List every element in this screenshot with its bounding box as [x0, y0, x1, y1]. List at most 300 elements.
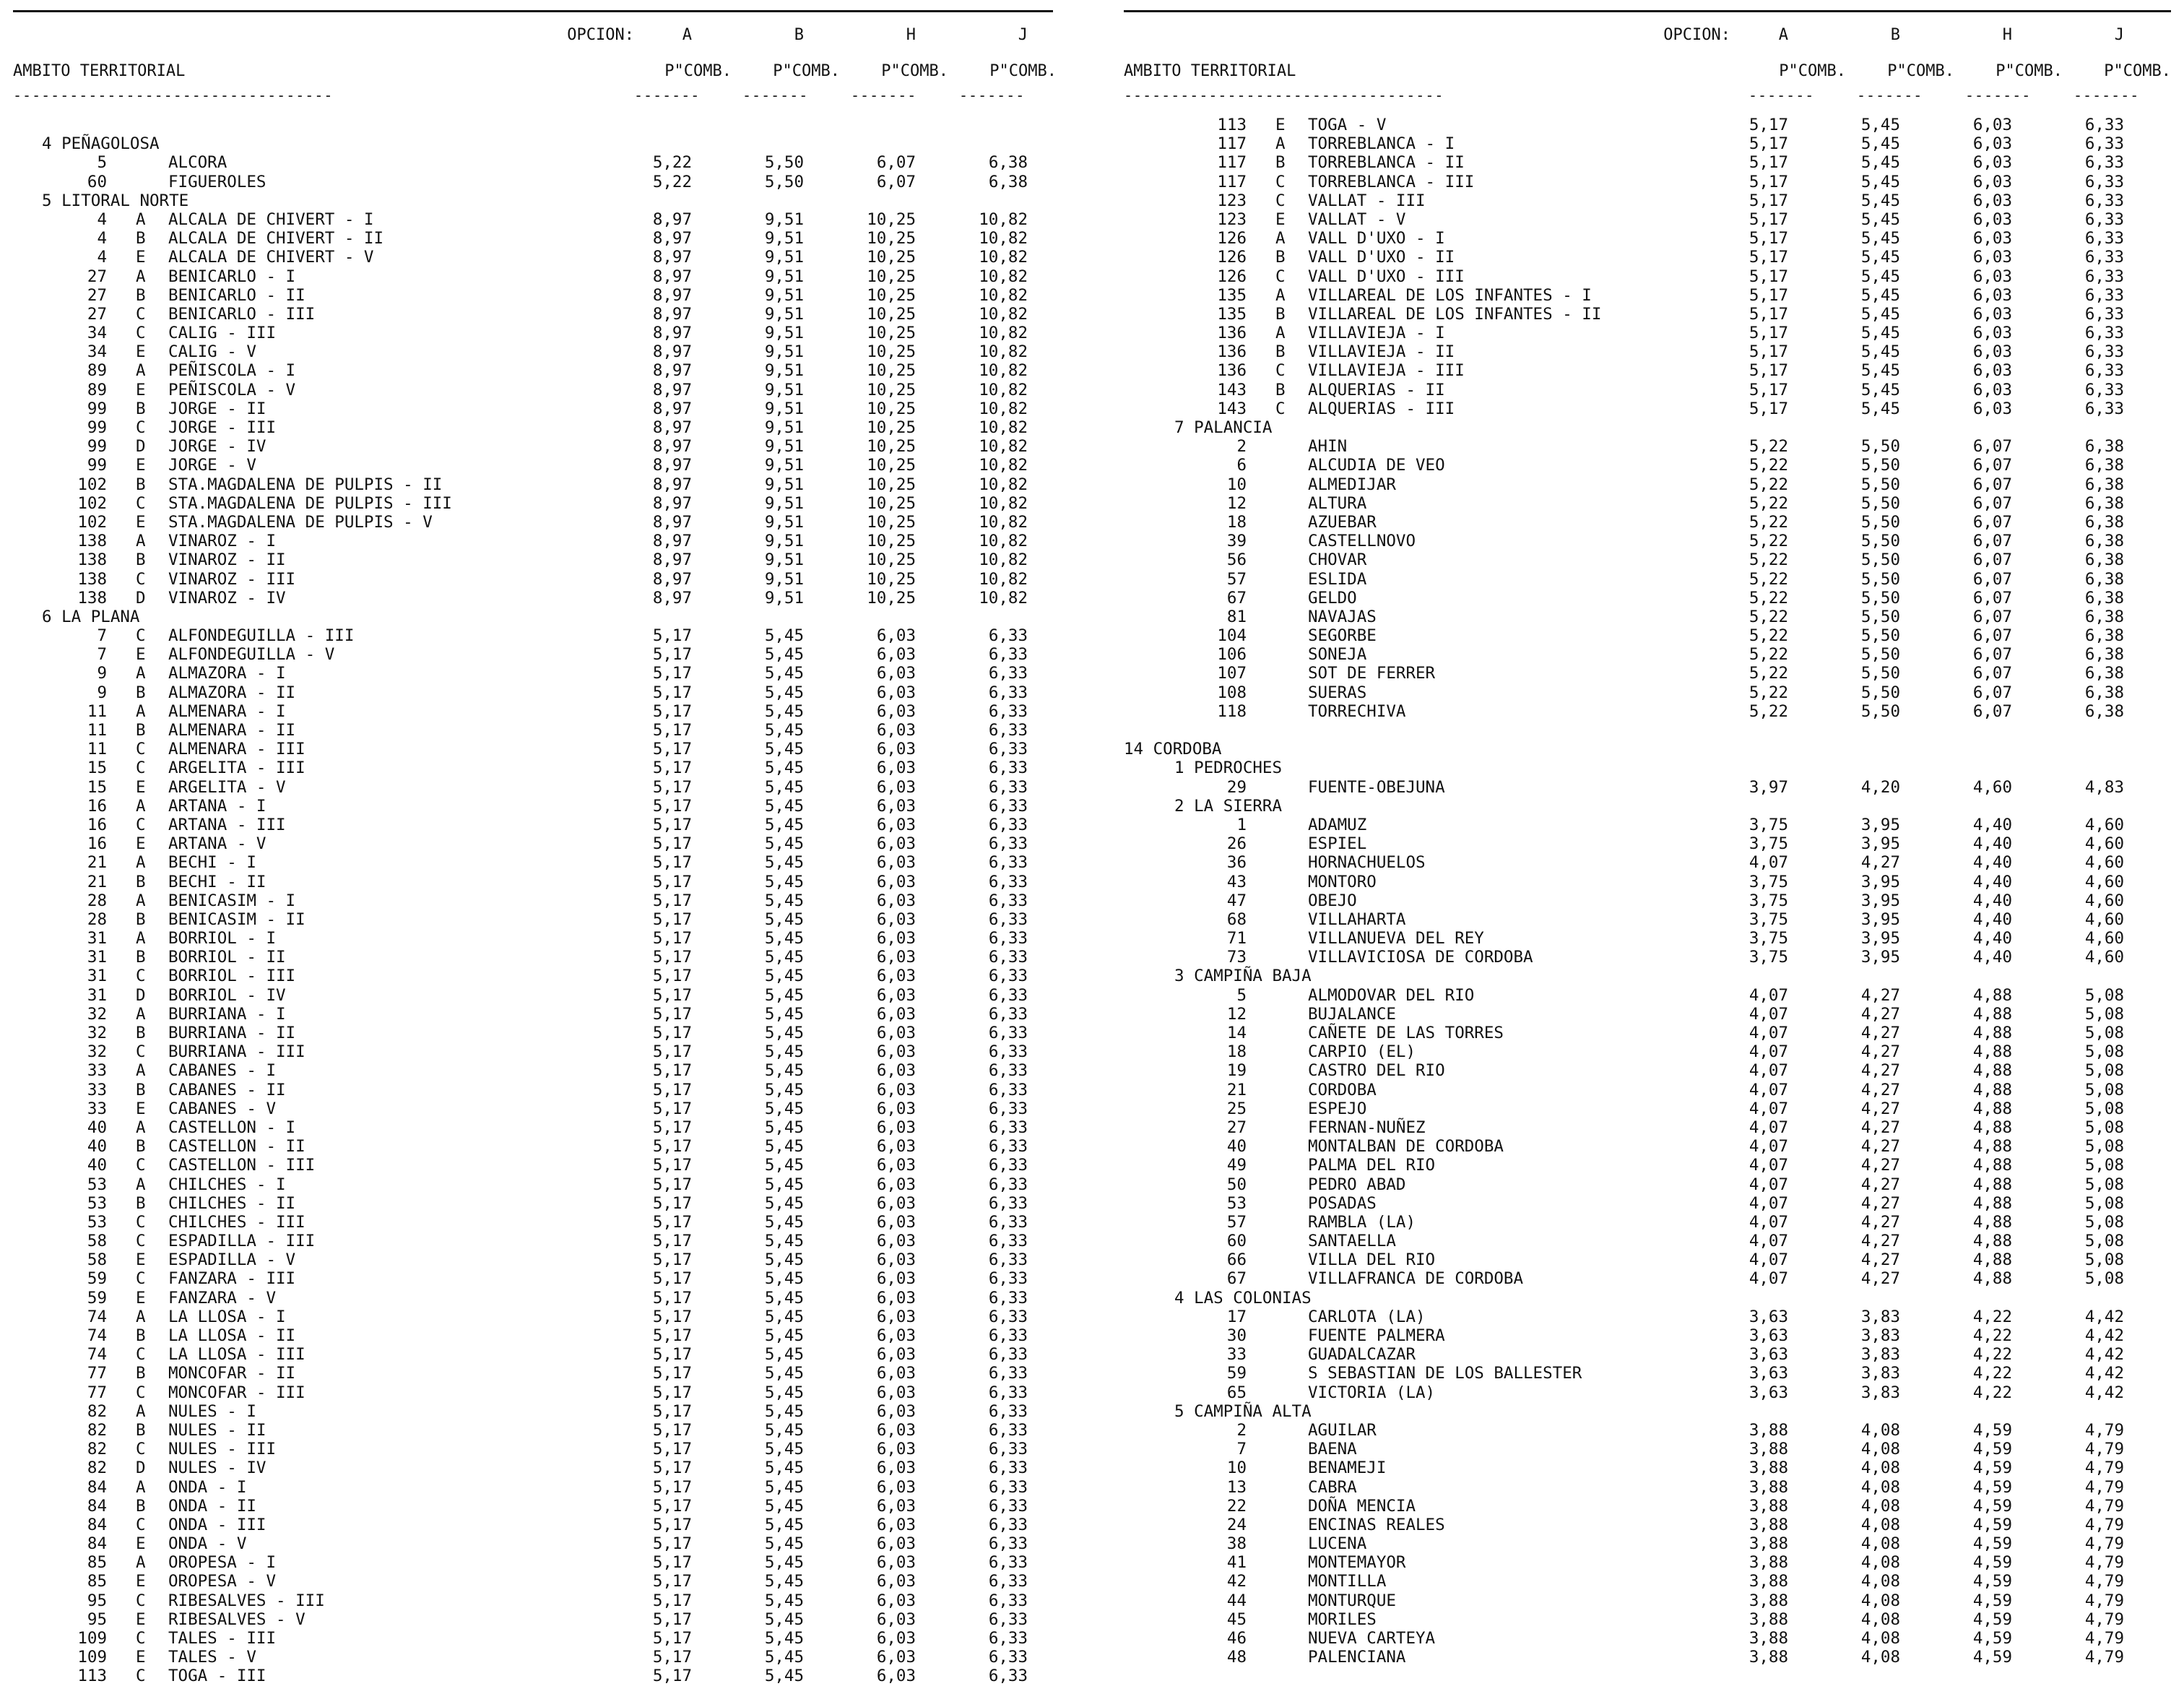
price-a: 5,17 — [652, 1591, 692, 1610]
table-row — [1124, 1648, 2171, 1667]
table-row — [1124, 1553, 2171, 1572]
price-b: 3,83 — [1860, 1326, 1900, 1345]
price-h: 4,88 — [1972, 1061, 2012, 1081]
price-a: 5,17 — [652, 1232, 692, 1251]
municipio-name: ARTANA - III — [168, 815, 286, 834]
group-heading-text: 2 LA SIERRA — [1174, 796, 1283, 816]
price-b: 5,45 — [764, 1534, 804, 1554]
municipio-code: 44 — [1226, 1591, 1247, 1610]
price-b: 4,08 — [1860, 1420, 1900, 1440]
price-j: 6,33 — [988, 1193, 1028, 1213]
price-h: 6,03 — [876, 834, 916, 854]
price-j: 6,33 — [988, 1401, 1028, 1421]
table-row — [13, 1137, 1053, 1156]
municipio-code: 15 — [87, 759, 107, 778]
municipio-code: 123 — [1217, 209, 1247, 229]
district-suffix: B — [1275, 342, 1286, 362]
price-h: 6,03 — [1972, 248, 2012, 267]
municipio-code: 59 — [87, 1288, 107, 1308]
price-h: 4,40 — [1972, 948, 2012, 967]
municipio-name: FANZARA - III — [168, 1269, 296, 1289]
municipio-name: LA LLOSA - III — [168, 1345, 306, 1365]
table-row — [13, 873, 1053, 891]
municipio-code: 74 — [87, 1326, 107, 1345]
price-b: 5,45 — [764, 759, 804, 778]
price-h: 6,03 — [876, 1609, 916, 1629]
price-a: 8,97 — [652, 229, 692, 249]
price-h: 10,25 — [867, 304, 916, 324]
price-j: 6,33 — [988, 1212, 1028, 1232]
price-a: 5,17 — [652, 853, 692, 873]
price-j: 5,08 — [2084, 1137, 2124, 1157]
price-j: 6,33 — [2084, 324, 2124, 343]
municipio-code: 31 — [87, 985, 107, 1005]
municipio-name: VINAROZ - II — [168, 550, 286, 570]
municipio-name: ALMAZORA - II — [168, 683, 296, 702]
price-a: 5,22 — [1748, 512, 1788, 532]
table-row — [1124, 399, 2171, 418]
price-b: 4,27 — [1860, 1024, 1900, 1042]
municipio-code: 46 — [1226, 1629, 1247, 1648]
municipio-name: TORRECHIVA — [1308, 701, 1406, 721]
municipio-code: 106 — [1217, 645, 1247, 665]
municipio-code: 138 — [77, 532, 107, 551]
table-row — [13, 1232, 1053, 1250]
price-h: 10,25 — [867, 361, 916, 381]
municipio-code: 38 — [1226, 1534, 1247, 1554]
price-j: 4,79 — [2084, 1629, 2124, 1648]
table-row — [13, 891, 1053, 910]
price-a: 3,88 — [1748, 1534, 1788, 1554]
price-b: 4,08 — [1860, 1534, 1900, 1554]
table-row — [13, 1440, 1053, 1459]
price-h: 10,25 — [867, 456, 916, 475]
price-j: 6,33 — [988, 664, 1028, 683]
pcomb-underline-j: ------- — [959, 87, 1026, 104]
municipio-name: VILLAVIEJA - III — [1308, 361, 1465, 381]
district-suffix: D — [136, 437, 146, 457]
municipio-code: 40 — [87, 1156, 107, 1175]
district-suffix: A — [136, 267, 146, 286]
table-row — [1124, 816, 2171, 834]
district-suffix: C — [136, 626, 146, 646]
price-a: 5,22 — [652, 172, 692, 191]
table-row — [13, 853, 1053, 872]
price-a: 8,97 — [652, 324, 692, 343]
price-j: 5,08 — [2084, 1156, 2124, 1175]
municipio-name: VILLAVIEJA - I — [1308, 324, 1445, 343]
price-j: 4,60 — [2084, 872, 2124, 891]
price-b: 9,51 — [764, 304, 804, 324]
table-row — [13, 910, 1053, 929]
price-a: 5,17 — [1748, 399, 1788, 418]
municipio-code: 9 — [97, 664, 107, 683]
municipio-name: PEDRO ABAD — [1308, 1175, 1406, 1194]
price-b: 5,45 — [764, 853, 804, 873]
table-row — [13, 967, 1053, 985]
price-h: 4,88 — [1972, 1024, 2012, 1042]
table-row — [13, 475, 1053, 494]
ambito-underline: ---------------------------------- — [1124, 87, 1444, 104]
municipio-code: 16 — [87, 815, 107, 834]
municipio-code: 85 — [87, 1553, 107, 1573]
municipio-name: ESPIEL — [1308, 834, 1367, 854]
price-h: 6,03 — [1972, 324, 2012, 343]
pcomb-underline-a: ------- — [634, 87, 701, 104]
price-j: 6,33 — [988, 1118, 1028, 1137]
price-j: 6,33 — [988, 1288, 1028, 1308]
municipio-name: VILLAHARTA — [1308, 909, 1406, 929]
option-b-label: B — [1890, 26, 1900, 44]
municipio-name: RIBESALVES - III — [168, 1591, 325, 1610]
district-suffix: B — [136, 550, 146, 570]
price-j: 6,33 — [988, 759, 1028, 778]
price-j: 6,33 — [2084, 116, 2124, 134]
municipio-name: SUERAS — [1308, 683, 1367, 702]
price-a: 5,17 — [652, 1118, 692, 1137]
price-a: 3,75 — [1748, 929, 1788, 948]
price-b: 4,27 — [1860, 985, 1900, 1005]
price-h: 6,03 — [876, 683, 916, 702]
table-row — [13, 664, 1053, 683]
district-suffix: B — [136, 1326, 146, 1345]
pcomb-label-a: P"COMB. — [1779, 62, 1846, 80]
district-suffix: C — [1275, 267, 1286, 286]
price-j: 4,79 — [2084, 1534, 2124, 1554]
district-suffix: A — [1275, 285, 1286, 305]
municipio-code: 107 — [1217, 664, 1247, 683]
price-b: 3,95 — [1860, 872, 1900, 891]
municipio-name: SEGORBE — [1308, 626, 1377, 646]
price-j: 6,33 — [988, 1440, 1028, 1459]
price-b: 5,45 — [1860, 172, 1900, 191]
price-h: 4,40 — [1972, 872, 2012, 891]
price-j: 6,33 — [988, 967, 1028, 986]
price-j: 6,33 — [988, 815, 1028, 834]
price-j: 4,79 — [2084, 1459, 2124, 1478]
price-h: 4,88 — [1972, 1042, 2012, 1062]
price-h: 4,59 — [1972, 1553, 2012, 1573]
table-row — [1124, 1534, 2171, 1553]
municipio-name: BORRIOL - IV — [168, 985, 286, 1005]
price-j: 6,33 — [988, 1515, 1028, 1534]
municipio-name: ALQUERIAS - III — [1308, 399, 1455, 418]
price-j: 10,82 — [979, 267, 1028, 286]
municipio-name: CHILCHES - III — [168, 1212, 306, 1232]
table-row — [1124, 173, 2171, 191]
price-b: 5,45 — [764, 645, 804, 665]
municipio-code: 138 — [77, 588, 107, 608]
price-a: 8,97 — [652, 361, 692, 381]
price-j: 10,82 — [979, 588, 1028, 608]
municipio-name: CABRA — [1308, 1477, 1357, 1497]
price-j: 6,33 — [988, 891, 1028, 910]
district-suffix: A — [136, 1401, 146, 1421]
price-h: 10,25 — [867, 475, 916, 494]
municipio-name: ONDA - V — [168, 1534, 247, 1554]
table-row — [13, 1572, 1053, 1591]
table-row — [1124, 1572, 2171, 1591]
price-a: 5,22 — [1748, 683, 1788, 702]
municipio-name: SOT DE FERRER — [1308, 664, 1436, 683]
district-suffix: A — [1275, 229, 1286, 249]
price-a: 5,22 — [1748, 588, 1788, 608]
table-row — [13, 399, 1053, 418]
price-j: 6,33 — [988, 929, 1028, 948]
municipio-code: 99 — [87, 437, 107, 457]
price-b: 5,50 — [1860, 701, 1900, 721]
price-a: 5,17 — [652, 1496, 692, 1516]
price-h: 4,22 — [1972, 1326, 2012, 1345]
price-j: 6,38 — [2084, 645, 2124, 665]
municipio-name: BORRIOL - I — [168, 929, 277, 948]
price-b: 5,45 — [764, 1609, 804, 1629]
price-j: 10,82 — [979, 209, 1028, 229]
price-b: 5,50 — [1860, 607, 1900, 626]
price-b: 5,50 — [764, 172, 804, 191]
price-j: 6,33 — [988, 948, 1028, 967]
price-b: 4,08 — [1860, 1553, 1900, 1573]
group-heading-text: 7 PALANCIA — [1174, 418, 1273, 437]
table-row — [1124, 229, 2171, 248]
price-b: 4,08 — [1860, 1572, 1900, 1591]
district-suffix: B — [136, 475, 146, 494]
district-suffix: A — [136, 209, 146, 229]
municipio-code: 10 — [1226, 1459, 1247, 1478]
table-row — [13, 721, 1053, 740]
price-h: 4,59 — [1972, 1629, 2012, 1648]
municipio-name: PEÑISCOLA - V — [168, 380, 296, 399]
price-h: 6,03 — [876, 1288, 916, 1308]
price-j: 6,33 — [988, 626, 1028, 646]
price-j: 10,82 — [979, 532, 1028, 551]
pcomb-underline-h: ------- — [851, 87, 917, 104]
district-suffix: B — [1275, 153, 1286, 173]
price-j: 4,79 — [2084, 1572, 2124, 1591]
price-j: 10,82 — [979, 285, 1028, 305]
pcomb-label-b: P"COMB. — [1887, 62, 1954, 80]
district-suffix: A — [136, 1477, 146, 1497]
option-j-label: J — [2114, 26, 2124, 44]
price-h: 6,03 — [876, 1080, 916, 1099]
table-row — [1124, 1250, 2171, 1269]
price-b: 4,27 — [1860, 1099, 1900, 1118]
price-j: 10,82 — [979, 475, 1028, 494]
group-heading-text: 5 CAMPIÑA ALTA — [1174, 1401, 1312, 1421]
table-row — [1124, 1213, 2171, 1232]
price-j: 6,33 — [988, 1099, 1028, 1118]
municipio-code: 21 — [87, 872, 107, 891]
price-h: 4,40 — [1972, 929, 2012, 948]
price-h: 6,03 — [876, 985, 916, 1005]
municipio-code: 12 — [1226, 493, 1247, 513]
table-row — [13, 1269, 1053, 1288]
municipio-name: DOÑA MENCIA — [1308, 1496, 1416, 1516]
group-heading — [1124, 740, 2171, 759]
municipio-code: 34 — [87, 342, 107, 362]
pcomb-label-b: P"COMB. — [773, 62, 840, 80]
municipio-name: MORILES — [1308, 1609, 1377, 1629]
table-row — [13, 797, 1053, 816]
option-b-label: B — [794, 26, 804, 44]
municipio-code: 39 — [1226, 532, 1247, 551]
price-j: 10,82 — [979, 512, 1028, 532]
table-row — [1124, 267, 2171, 286]
price-b: 5,45 — [1860, 153, 1900, 173]
district-suffix: C — [136, 1629, 146, 1648]
option-h-label: H — [2002, 26, 2012, 44]
price-j: 4,79 — [2084, 1553, 2124, 1573]
municipio-name: ALMAZORA - I — [168, 664, 286, 683]
municipio-code: 117 — [1217, 134, 1247, 154]
municipio-name: MONTALBAN DE CORDOBA — [1308, 1137, 1504, 1157]
price-h: 4,88 — [1972, 985, 2012, 1005]
price-b: 4,27 — [1860, 1061, 1900, 1081]
price-a: 4,07 — [1748, 1137, 1788, 1157]
district-suffix: E — [1275, 116, 1286, 134]
price-b: 5,45 — [764, 1193, 804, 1213]
district-suffix: C — [136, 1156, 146, 1175]
price-b: 4,27 — [1860, 1042, 1900, 1062]
municipio-code: 102 — [77, 475, 107, 494]
price-b: 5,45 — [764, 1515, 804, 1534]
municipio-code: 32 — [87, 1024, 107, 1042]
price-b: 5,45 — [764, 1345, 804, 1365]
price-b: 5,50 — [1860, 532, 1900, 551]
group-heading — [13, 134, 1053, 153]
municipio-name: GUADALCAZAR — [1308, 1345, 1416, 1365]
price-j: 6,33 — [988, 1232, 1028, 1251]
table-row — [1124, 550, 2171, 569]
table-row — [13, 1308, 1053, 1326]
price-h: 10,25 — [867, 342, 916, 362]
price-a: 5,17 — [1748, 304, 1788, 324]
municipio-name: ALTURA — [1308, 493, 1367, 513]
price-a: 5,17 — [652, 664, 692, 683]
table-row — [1124, 1175, 2171, 1194]
municipio-name: ARGELITA - V — [168, 777, 286, 797]
price-b: 5,45 — [764, 1061, 804, 1081]
municipio-code: 33 — [87, 1080, 107, 1099]
price-a: 3,88 — [1748, 1420, 1788, 1440]
pcomb-label-j: P"COMB. — [2104, 62, 2171, 80]
price-b: 5,50 — [1860, 512, 1900, 532]
municipio-code: 49 — [1226, 1156, 1247, 1175]
municipio-code: 2 — [1236, 437, 1247, 457]
municipio-name: VALL D'UXO - II — [1308, 248, 1455, 267]
municipio-name: RAMBLA (LA) — [1308, 1212, 1416, 1232]
price-a: 5,17 — [652, 967, 692, 986]
district-suffix: C — [136, 1591, 146, 1610]
price-h: 4,59 — [1972, 1459, 2012, 1478]
price-b: 5,45 — [764, 1420, 804, 1440]
price-h: 6,03 — [876, 1629, 916, 1648]
price-b: 5,45 — [764, 1250, 804, 1270]
price-h: 6,07 — [1972, 588, 2012, 608]
district-suffix: C — [1275, 172, 1286, 191]
municipio-name: LA LLOSA - I — [168, 1307, 286, 1326]
table-row — [1124, 475, 2171, 494]
price-h: 6,03 — [876, 1496, 916, 1516]
municipio-name: MONTURQUE — [1308, 1591, 1396, 1610]
price-b: 9,51 — [764, 361, 804, 381]
municipio-code: 143 — [1217, 380, 1247, 399]
price-b: 9,51 — [764, 324, 804, 343]
price-a: 5,17 — [652, 645, 692, 665]
district-suffix: A — [136, 891, 146, 910]
municipio-code: 5 — [97, 153, 107, 173]
municipio-name: TALES - V — [168, 1648, 256, 1667]
district-suffix: C — [136, 1667, 146, 1686]
price-a: 5,17 — [652, 1553, 692, 1573]
municipio-code: 4 — [97, 209, 107, 229]
price-b: 5,45 — [1860, 209, 1900, 229]
price-h: 4,40 — [1972, 891, 2012, 910]
municipio-name: CARPIO (EL) — [1308, 1042, 1416, 1062]
table-row — [13, 1497, 1053, 1516]
municipio-code: 31 — [87, 967, 107, 986]
municipio-name: ALCALA DE CHIVERT - I — [168, 209, 374, 229]
price-h: 4,88 — [1972, 1212, 2012, 1232]
price-a: 3,63 — [1748, 1345, 1788, 1365]
table-row — [1124, 342, 2171, 361]
table-row — [13, 1478, 1053, 1497]
price-a: 5,17 — [652, 1477, 692, 1497]
municipio-code: 60 — [1226, 1232, 1247, 1251]
price-a: 8,97 — [652, 304, 692, 324]
table-row — [1124, 532, 2171, 550]
price-a: 5,22 — [1748, 607, 1788, 626]
table-row — [13, 1345, 1053, 1364]
municipio-name: ALCUDIA DE VEO — [1308, 456, 1445, 475]
price-a: 4,07 — [1748, 1118, 1788, 1137]
municipio-code: 4 — [97, 229, 107, 249]
price-j: 6,33 — [988, 1572, 1028, 1591]
municipio-name: ARGELITA - III — [168, 759, 306, 778]
price-a: 5,17 — [652, 1459, 692, 1478]
municipio-name: ESLIDA — [1308, 569, 1367, 589]
price-j: 10,82 — [979, 399, 1028, 418]
price-b: 5,45 — [764, 1496, 804, 1516]
district-suffix: D — [136, 1459, 146, 1478]
pcomb-label-j: P"COMB. — [989, 62, 1057, 80]
municipio-name: OROPESA - I — [168, 1553, 277, 1573]
municipio-name: BORRIOL - III — [168, 967, 296, 986]
district-suffix: A — [136, 532, 146, 551]
price-b: 3,83 — [1860, 1364, 1900, 1383]
district-suffix: E — [136, 1609, 146, 1629]
municipio-code: 74 — [87, 1307, 107, 1326]
table-row — [1124, 210, 2171, 229]
municipio-name: BENAMEJI — [1308, 1459, 1387, 1478]
price-b: 9,51 — [764, 229, 804, 249]
price-j: 5,08 — [2084, 1193, 2124, 1213]
price-j: 6,33 — [988, 1175, 1028, 1194]
table-row — [1124, 834, 2171, 853]
municipio-code: 11 — [87, 740, 107, 759]
table-row — [13, 153, 1053, 172]
price-a: 8,97 — [652, 588, 692, 608]
district-suffix: A — [136, 664, 146, 683]
municipio-code: 42 — [1226, 1572, 1247, 1591]
municipio-code: 67 — [1226, 588, 1247, 608]
price-j: 6,33 — [988, 1061, 1028, 1081]
price-b: 5,45 — [764, 683, 804, 702]
district-suffix: E — [136, 1534, 146, 1554]
table-row — [13, 570, 1053, 589]
table-row — [1124, 986, 2171, 1005]
price-b: 9,51 — [764, 493, 804, 513]
